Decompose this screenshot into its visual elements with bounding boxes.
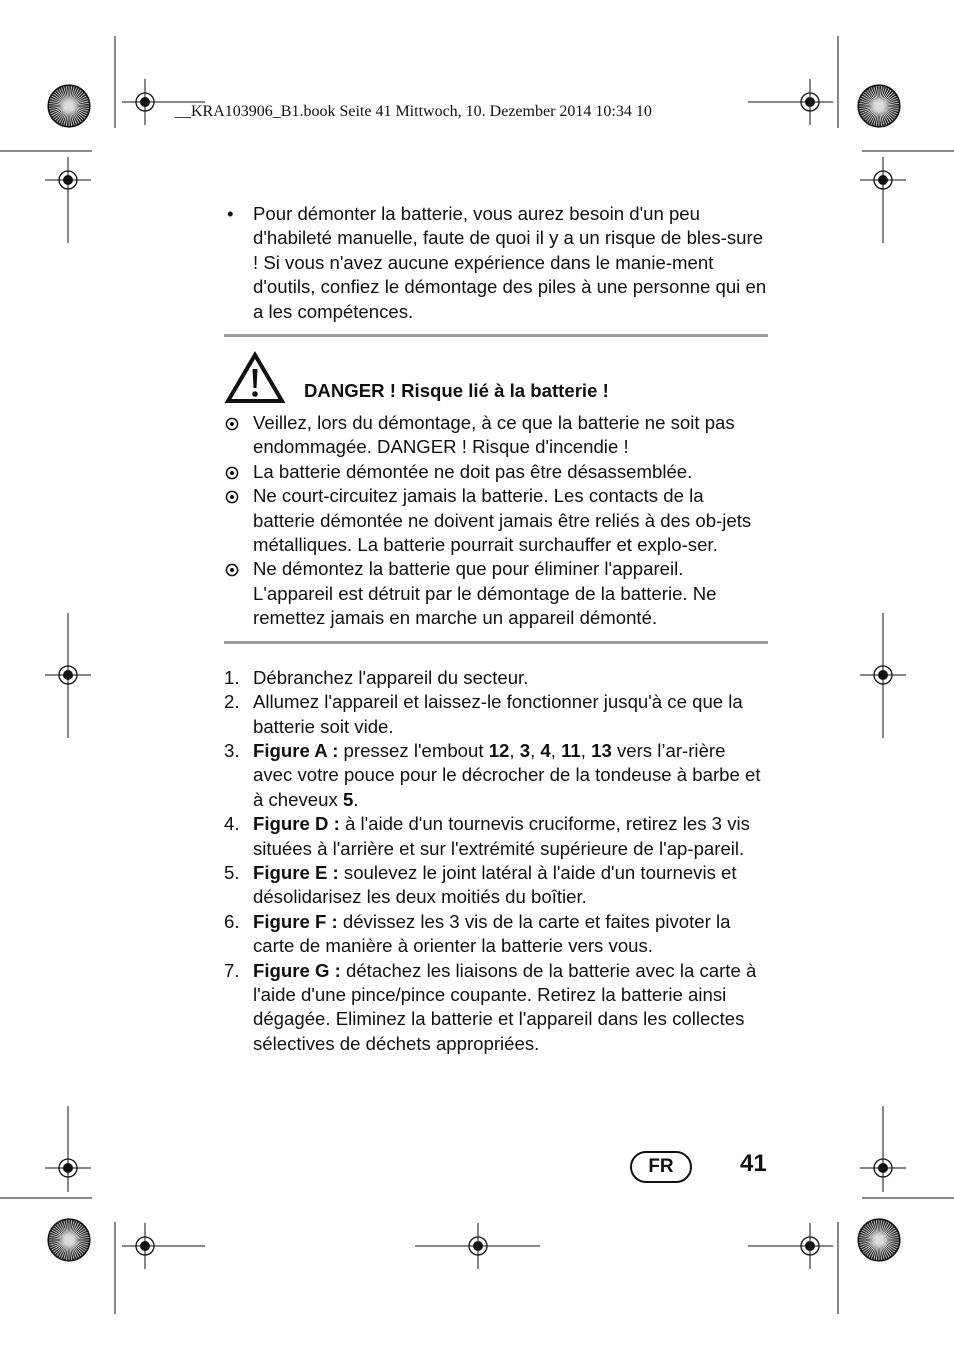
step-text-segment: . — [353, 788, 359, 810]
step-item — [224, 910, 768, 959]
print-header: __KRA103906_B1.book Seite 41 Mittwoch, 10. Dezember 2014 10:34 10 — [175, 103, 652, 120]
step-text-segment: , — [580, 739, 592, 761]
step-text-segment: Débranchez l'appareil du secteur. — [253, 666, 529, 688]
step-bold-ref: 12 — [488, 739, 510, 761]
warning-item — [224, 557, 768, 630]
page-content — [224, 202, 768, 1056]
circled-dot-icon — [225, 466, 239, 480]
step-item — [224, 690, 768, 739]
steps-list — [224, 666, 768, 1057]
step-text — [253, 813, 750, 858]
step-text — [253, 911, 730, 956]
step-bold-ref: Figure E : — [253, 861, 339, 883]
step-number: 6. — [224, 910, 240, 932]
step-text-segment: à l'aide d'un tournevis cruciforme, retirez les 3 vis situées à l'arrière et sur l'extrémité supérieure de l'ap-pareil. — [253, 813, 750, 859]
warning-item-text: Ne démontez la batterie que pour éliminer l'appareil. L'appareil est détruit par le démontage de la batterie. Ne remettez jamais en marche un appareil démonté. — [253, 558, 717, 629]
step-item — [224, 739, 768, 812]
warning-item-text: Veillez, lors du démontage, à ce que la batterie ne soit pas endommagée. DANGER ! Risque d'incendie ! — [253, 412, 735, 458]
warning-top-rule — [224, 334, 768, 337]
bullet-marker: • — [227, 203, 234, 224]
warning-header — [224, 351, 768, 405]
step-text — [253, 691, 743, 736]
step-number: 5. — [224, 861, 240, 883]
step-text-segment: soulevez le joint latéral à l'aide d'un tournevis et désolidarisez les deux moitiés du boîtier. — [253, 861, 737, 908]
step-number: 4. — [224, 813, 240, 835]
step-item — [224, 861, 768, 910]
step-item — [224, 666, 768, 690]
step-bold-ref: 5 — [342, 788, 354, 810]
step-text-segment: , — [550, 739, 562, 761]
circled-dot-icon — [225, 563, 239, 577]
step-item — [224, 812, 768, 861]
warning-title: DANGER ! Risque lié à la batterie ! — [304, 380, 609, 402]
step-text-segment: , — [509, 739, 520, 761]
step-text — [253, 960, 756, 1054]
step-bold-ref: Figure G : — [253, 959, 341, 981]
step-text — [253, 740, 761, 810]
step-text — [253, 862, 737, 907]
step-bold-ref: 11 — [561, 739, 581, 761]
step-text-segment: pressez l'embout — [338, 739, 489, 761]
step-text-segment: détachez les liaisons de la batterie avec la carte à l'aide d'une pince/pince coupante. Retirez la batterie ainsi dégagée. Eliminez la batterie et l'appareil dans les collectes sélectives de déchets appropriées. — [253, 959, 757, 1054]
step-bold-ref: Figure F : — [253, 910, 338, 932]
step-bold-ref: 4 — [540, 739, 551, 761]
step-text-segment: dévissez les 3 vis de la carte et faites pivoter la carte de manière à orienter la batterie vers vous. — [253, 910, 731, 957]
step-bold-ref: 13 — [591, 739, 612, 761]
page-footer — [630, 1148, 780, 1186]
warning-triangle-icon — [224, 351, 286, 405]
circled-dot-icon — [225, 490, 239, 504]
warning-item-text: La batterie démontée ne doit pas être désassemblée. — [253, 460, 693, 482]
warning-item-text: Ne court-circuitez jamais la batterie. Les contacts de la batterie démontée ne doivent jamais être reliés à des ob-jets métalliques. La batterie pourrait surchauffer et explo-ser. — [253, 485, 752, 556]
language-badge: FR — [630, 1151, 692, 1183]
intro-bullet-item — [224, 202, 768, 324]
step-text — [253, 667, 528, 688]
step-text-segment: , — [530, 739, 541, 761]
step-item — [224, 959, 768, 1057]
step-number: 2. — [224, 691, 240, 713]
circled-dot-icon — [225, 417, 239, 431]
step-number: 7. — [224, 959, 240, 981]
step-text-segment: Allumez l'appareil et laissez-le fonctionner jusqu'à ce que la batterie soit vide. — [253, 691, 743, 737]
warning-list — [224, 411, 768, 631]
warning-bottom-rule — [224, 641, 768, 644]
warning-item — [224, 484, 768, 557]
step-bold-ref: Figure D : — [253, 813, 340, 835]
page-number: 41 — [740, 1150, 767, 1177]
step-bold-ref: 3 — [519, 739, 531, 761]
warning-item — [224, 411, 768, 460]
step-bold-ref: Figure A : — [253, 739, 339, 761]
step-number: 3. — [224, 739, 240, 761]
intro-text: Pour démonter la batterie, vous aurez besoin d'un peu d'habileté manuelle, faute de quoi il y a un risque de bles-sure ! Si vous n'avez aucune expérience dans le manie-ment d'outils, confiez le démontage des piles à une personne qui en a les compétences. — [253, 203, 767, 322]
step-text-segment: vers l’ar-rière avec votre pouce pour le décrocher de la tondeuse à barbe et à cheveux — [253, 739, 761, 810]
warning-item — [224, 460, 768, 484]
step-number: 1. — [224, 666, 240, 688]
